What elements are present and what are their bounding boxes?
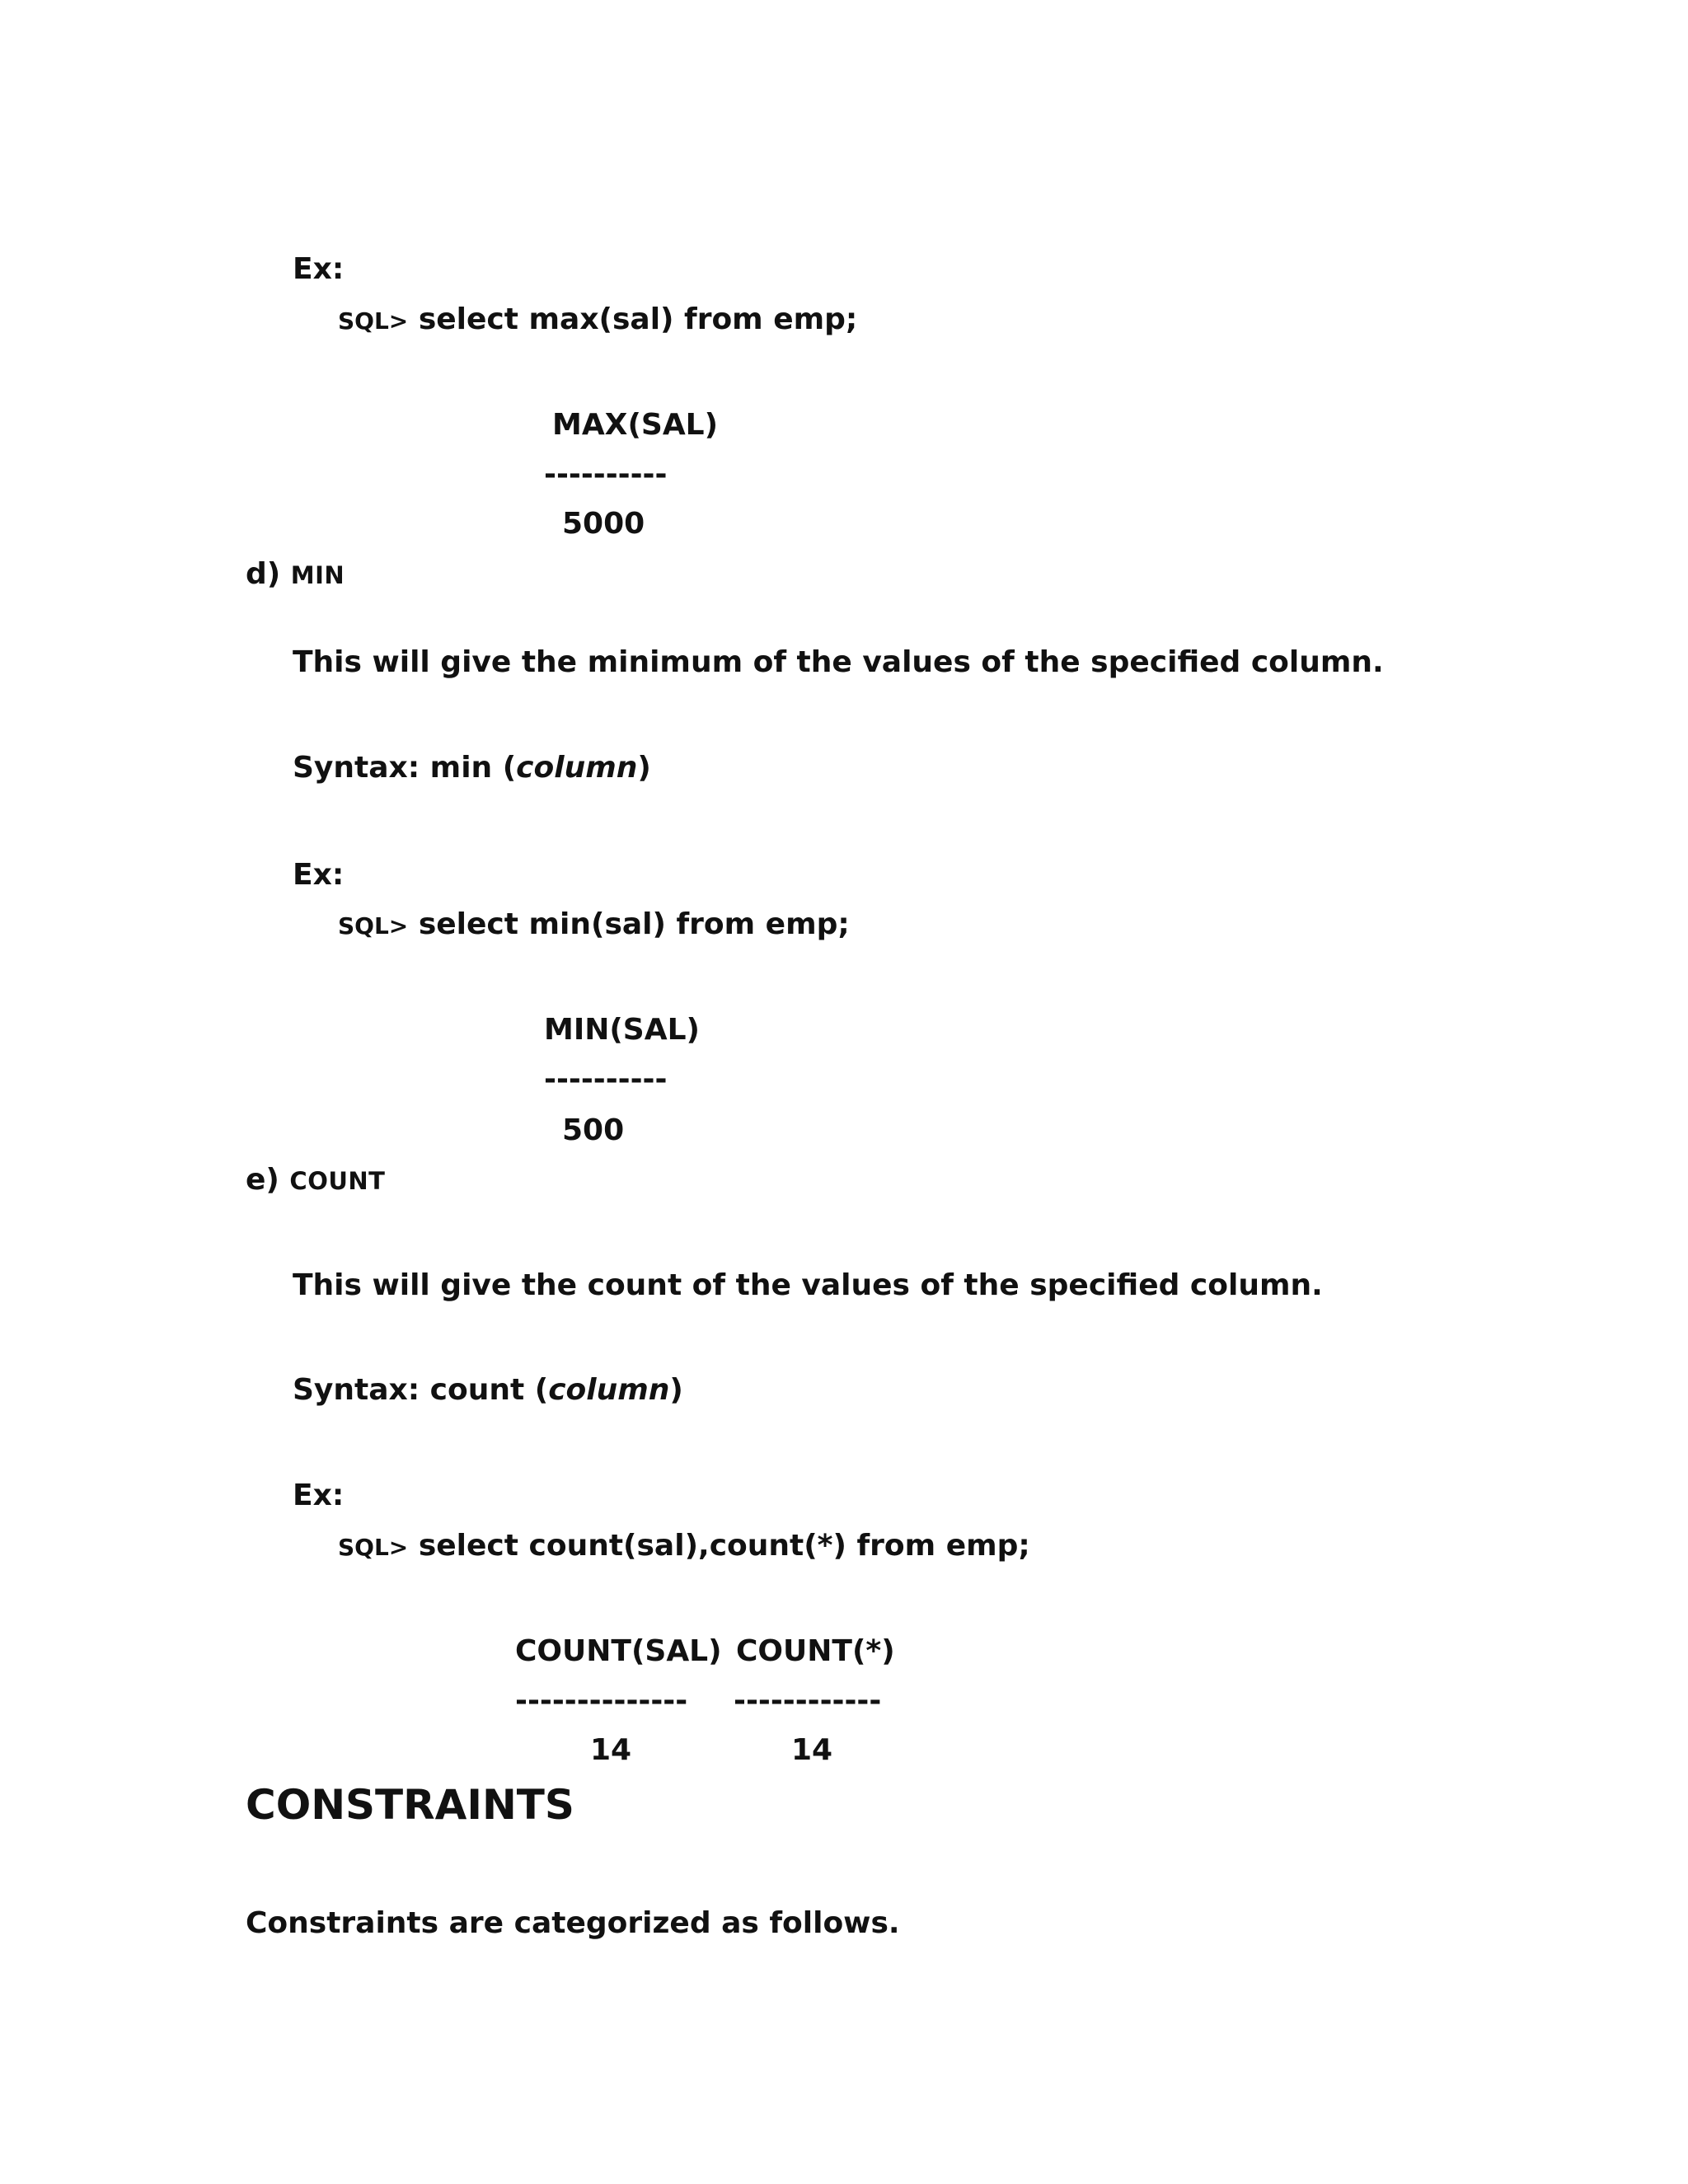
min-result-divider: ---------- (544, 1062, 668, 1096)
count-result-value-2: 14 (791, 1733, 833, 1767)
min-syntax-prefix: Syntax: min ( (293, 751, 517, 785)
min-sql-line (338, 907, 850, 944)
min-section-title (246, 556, 345, 593)
count-sql-prompt: SQL> (338, 1534, 409, 1561)
count-result-divider-2: ------------ (734, 1684, 882, 1718)
max-result-divider: ---------- (544, 457, 668, 491)
max-result-header: MAX(SAL) (552, 408, 719, 442)
max-sql-prompt: SQL> (338, 307, 409, 335)
count-sql-query: select count(sal),count(*) from emp; (418, 1529, 1030, 1563)
constraints-intro: Constraints are categorized as follows. (246, 1906, 900, 1940)
count-syntax-arg: column (548, 1373, 670, 1407)
max-sql-line (338, 302, 857, 340)
count-ex-label: Ex: (293, 1479, 345, 1512)
min-result-value: 500 (562, 1113, 625, 1147)
max-result-value: 5000 (562, 507, 645, 541)
min-syntax (293, 750, 651, 786)
min-sql-query: select min(sal) from emp; (418, 907, 850, 941)
count-syntax (293, 1372, 683, 1408)
count-result-header-2: COUNT(*) (736, 1634, 895, 1668)
min-sql-prompt: SQL> (338, 912, 409, 940)
count-section-title (246, 1162, 385, 1199)
max-sql-query: select max(sal) from emp; (418, 302, 858, 336)
min-syntax-suffix: ) (637, 751, 651, 785)
max-ex-label: Ex: (293, 252, 345, 286)
constraints-heading: CONSTRAINTS (246, 1781, 574, 1829)
count-description: This will give the count of the values of the specified column. (293, 1268, 1323, 1302)
count-sql-line (338, 1528, 1030, 1566)
min-result-header: MIN(SAL) (544, 1013, 700, 1047)
count-section-marker: e) (246, 1163, 279, 1197)
min-section-marker: d) (246, 557, 281, 591)
min-ex-label: Ex: (293, 858, 345, 892)
count-result-value-1: 14 (590, 1733, 632, 1767)
count-syntax-suffix: ) (669, 1373, 683, 1407)
count-result-divider-1: -------------- (515, 1684, 688, 1718)
count-result-header-1: COUNT(SAL) (515, 1634, 722, 1668)
count-syntax-prefix: Syntax: count ( (293, 1373, 549, 1407)
min-syntax-arg: column (516, 751, 638, 785)
count-section-name: COUNT (289, 1167, 386, 1195)
min-section-name: MIN (290, 561, 345, 589)
min-description: This will give the minimum of the values of the specified column. (293, 645, 1384, 679)
